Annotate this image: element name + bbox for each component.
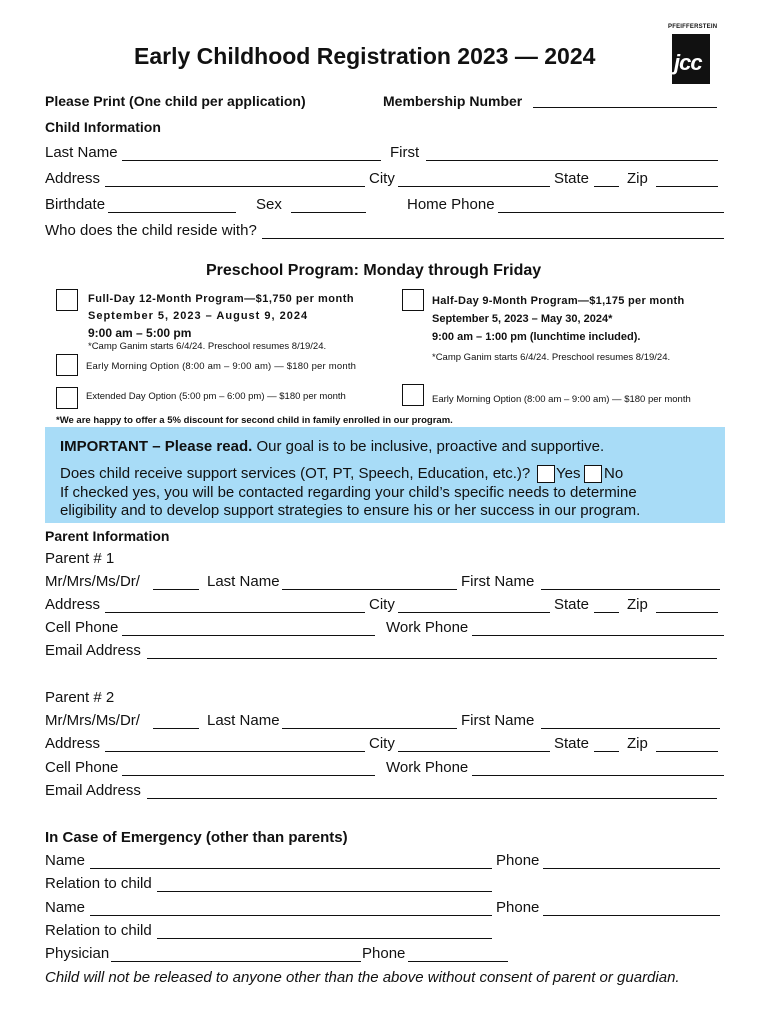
p1-work-label: Work Phone [386, 619, 469, 636]
p2-title-label: Mr/Mrs/Ms/Dr/ [45, 712, 140, 729]
child-city-field[interactable] [398, 186, 550, 187]
page-title: Early Childhood Registration 2023 — 2024 [134, 43, 596, 69]
p1-first-name-field[interactable] [541, 589, 720, 590]
p1-last-name-field[interactable] [282, 589, 457, 590]
child-birthdate-field[interactable] [108, 212, 236, 213]
full-day-checkbox[interactable] [56, 289, 78, 311]
p2-email-field[interactable] [147, 798, 717, 799]
p1-city-field[interactable] [398, 612, 550, 613]
p2-zip-label: Zip [627, 735, 648, 752]
parent2-heading: Parent # 2 [45, 689, 115, 706]
child-reside-label: Who does the child reside with? [45, 222, 257, 239]
p1-city-label: City [369, 596, 395, 613]
em2-relation-label: Relation to child [45, 922, 152, 939]
child-first-field[interactable] [426, 160, 718, 161]
print-note: Please Print (One child per application) [45, 93, 306, 109]
full-day-note: *Camp Ganim starts 6/4/24. Preschool resumes 8/19/24. [88, 341, 327, 352]
important-line3: eligibility and to develop support strategies to ensure his or her success in our program. [60, 502, 641, 519]
membership-label: Membership Number [383, 93, 523, 109]
em2-relation-field[interactable] [157, 938, 492, 939]
support-yes-checkbox[interactable] [537, 465, 555, 483]
p2-first-name-field[interactable] [541, 728, 720, 729]
p2-last-name-label: Last Name [207, 712, 280, 729]
child-sex-field[interactable] [291, 212, 366, 213]
em1-relation-field[interactable] [157, 891, 492, 892]
program-heading: Preschool Program: Monday through Friday [206, 262, 542, 279]
p1-address-field[interactable] [105, 612, 365, 613]
child-info-heading: Child Information [45, 119, 161, 135]
p2-work-field[interactable] [472, 775, 724, 776]
early-morning-right-checkbox[interactable] [402, 384, 424, 406]
physician-phone-label: Phone [362, 945, 406, 962]
half-day-checkbox[interactable] [402, 289, 424, 311]
support-no-checkbox[interactable] [584, 465, 602, 483]
child-state-label: State [554, 170, 590, 187]
p2-address-label: Address [45, 735, 101, 752]
p2-title-field[interactable] [153, 728, 199, 729]
p1-state-field[interactable] [594, 612, 619, 613]
p1-zip-label: Zip [627, 596, 648, 613]
p1-email-label: Email Address [45, 642, 141, 659]
child-address-field[interactable] [105, 186, 365, 187]
important-line2: If checked yes, you will be contacted regarding your child’s specific needs to determine [60, 484, 637, 501]
p2-email-label: Email Address [45, 782, 141, 799]
em2-name-label: Name [45, 899, 86, 916]
important-line1 [60, 438, 604, 456]
extended-day-label: Extended Day Option (5:00 pm – 6:00 pm) — $180 per month [86, 391, 346, 402]
early-morning-left-label: Early Morning Option (8:00 am – 9:00 am) — $180 per month [86, 361, 357, 372]
child-address-label: Address [45, 170, 101, 187]
p1-cell-label: Cell Phone [45, 619, 119, 636]
p2-zip-field[interactable] [656, 751, 718, 752]
physician-label: Physician [45, 945, 110, 962]
support-yes-label: Yes [556, 465, 581, 482]
physician-field[interactable] [111, 961, 361, 962]
parent1-heading: Parent # 1 [45, 550, 115, 567]
em1-name-field[interactable] [90, 868, 492, 869]
p1-email-field[interactable] [147, 658, 717, 659]
p2-state-field[interactable] [594, 751, 619, 752]
p1-zip-field[interactable] [656, 612, 718, 613]
extended-day-checkbox[interactable] [56, 387, 78, 409]
half-day-title: Half-Day 9-Month Program—$1,175 per month [432, 295, 685, 307]
p1-title-field[interactable] [153, 589, 199, 590]
parent-info-heading: Parent Information [45, 528, 170, 544]
p2-cell-label: Cell Phone [45, 759, 119, 776]
em1-name-label: Name [45, 852, 86, 869]
p1-address-label: Address [45, 596, 101, 613]
em1-phone-label: Phone [496, 852, 540, 869]
full-day-hours: 9:00 am – 5:00 pm [88, 326, 192, 340]
p2-work-label: Work Phone [386, 759, 469, 776]
early-morning-left-checkbox[interactable] [56, 354, 78, 376]
half-day-hours: 9:00 am – 1:00 pm (lunchtime included). [432, 331, 641, 343]
child-zip-field[interactable] [656, 186, 718, 187]
child-birthdate-label: Birthdate [45, 196, 106, 213]
half-day-note: *Camp Ganim starts 6/4/24. Preschool resumes 8/19/24. [432, 352, 671, 363]
child-home-phone-field[interactable] [498, 212, 724, 213]
physician-phone-field[interactable] [408, 961, 508, 962]
em2-phone-field[interactable] [543, 915, 720, 916]
logo-top-text: PFEIFFERSTEIN [668, 24, 718, 30]
half-day-dates: September 5, 2023 – May 30, 2024* [432, 313, 613, 325]
p2-city-label: City [369, 735, 395, 752]
emergency-heading: In Case of Emergency (other than parents) [45, 829, 348, 846]
p1-state-label: State [554, 596, 590, 613]
p2-cell-field[interactable] [122, 775, 375, 776]
discount-note: *We are happy to offer a 5% discount for second child in family enrolled in our program. [56, 415, 453, 426]
child-first-label: First [390, 144, 420, 161]
child-reside-field[interactable] [262, 238, 724, 239]
em2-phone-label: Phone [496, 899, 540, 916]
full-day-title: Full-Day 12-Month Program—$1,750 per month [88, 293, 355, 305]
em2-name-field[interactable] [90, 915, 492, 916]
p1-work-field[interactable] [472, 635, 724, 636]
p2-first-name-label: First Name [461, 712, 535, 729]
child-last-name-field[interactable] [122, 160, 381, 161]
child-zip-label: Zip [627, 170, 648, 187]
p2-state-label: State [554, 735, 590, 752]
p1-cell-field[interactable] [122, 635, 375, 636]
child-city-label: City [369, 170, 395, 187]
p2-address-field[interactable] [105, 751, 365, 752]
p2-city-field[interactable] [398, 751, 550, 752]
p1-last-name-label: Last Name [207, 573, 280, 590]
child-home-phone-label: Home Phone [407, 196, 495, 213]
p1-first-name-label: First Name [461, 573, 535, 590]
early-morning-right-label: Early Morning Option (8:00 am – 9:00 am) — $180 per month [432, 394, 691, 405]
important-bold: IMPORTANT – Please read. [60, 438, 253, 455]
child-sex-label: Sex [256, 196, 282, 213]
p1-title-label: Mr/Mrs/Ms/Dr/ [45, 573, 140, 590]
support-no-label: No [604, 465, 624, 482]
child-state-field[interactable] [594, 186, 619, 187]
p2-last-name-field[interactable] [282, 728, 457, 729]
em1-phone-field[interactable] [543, 868, 720, 869]
release-footer: Child will not be released to anyone other than the above without consent of parent or guardian. [45, 969, 680, 986]
important-rest: Our goal is to be inclusive, proactive and supportive. [252, 438, 605, 455]
support-question: Does child receive support services (OT, PT, Speech, Education, etc.)? [60, 465, 531, 482]
jcc-logo [668, 24, 718, 84]
em1-relation-label: Relation to child [45, 875, 152, 892]
membership-number-field[interactable] [533, 107, 717, 108]
full-day-dates: September 5, 2023 – August 9, 2024 [88, 310, 309, 322]
logo-text: jcc [674, 50, 702, 75]
child-last-name-label: Last Name [45, 144, 118, 161]
